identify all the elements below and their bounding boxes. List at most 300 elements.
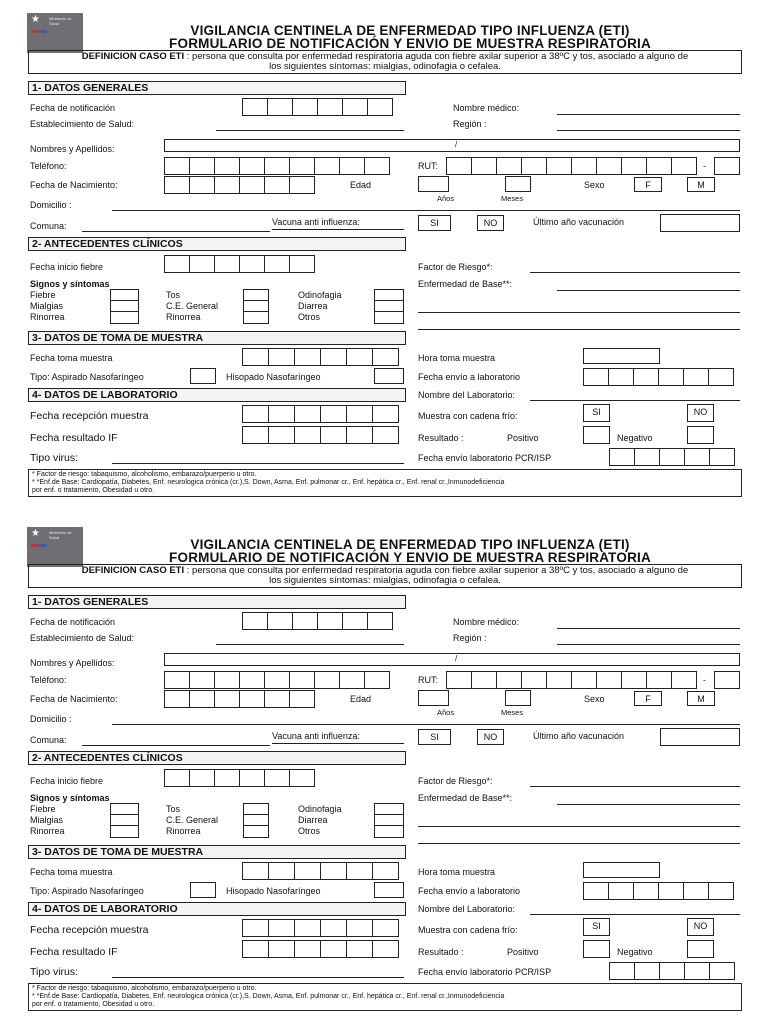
input-cell[interactable]: [659, 448, 685, 466]
enfermedad-base-field-2[interactable]: [418, 312, 740, 313]
ministry-logo: [27, 527, 83, 567]
input-cell[interactable]: [268, 940, 295, 958]
input-cell[interactable]: [671, 671, 697, 689]
input-cell[interactable]: [164, 255, 190, 273]
hora-toma-field[interactable]: [583, 348, 660, 364]
positivo-checkbox[interactable]: [583, 940, 610, 958]
fecha-notificacion-cells[interactable]: [242, 98, 392, 116]
definition-text: : persona que consulta por enfermedad respiratoria aguda con fiebre axilar superior a 38ºC y tos, asociado a alguno de: [186, 51, 689, 62]
input-cell[interactable]: [683, 368, 709, 386]
input-cell[interactable]: [268, 348, 295, 366]
enfermedad-base-field[interactable]: [557, 804, 740, 805]
sexo-f-checkbox[interactable]: F: [634, 177, 662, 192]
input-cell[interactable]: [372, 919, 399, 937]
label-positivo: Positivo: [507, 433, 539, 443]
input-cell[interactable]: [521, 671, 547, 689]
name-separator: /: [455, 140, 458, 149]
input-cell[interactable]: [264, 255, 290, 273]
input-cell[interactable]: [267, 612, 293, 630]
input-cell[interactable]: [659, 962, 685, 980]
input-cell[interactable]: [264, 176, 290, 194]
input-cell[interactable]: [342, 98, 368, 116]
fecha-recepcion-cells[interactable]: [242, 405, 398, 423]
input-cell[interactable]: [242, 98, 268, 116]
input-cell[interactable]: [289, 176, 315, 194]
flag-blue-bar: [39, 30, 47, 33]
input-cell[interactable]: [214, 255, 240, 273]
label-fecha-resultado: Fecha resultado IF: [30, 432, 118, 444]
label-tipo-virus: Tipo virus:: [30, 966, 79, 978]
input-cell[interactable]: [583, 882, 609, 900]
input-cell[interactable]: [264, 690, 290, 708]
rinorrea-2-checkbox[interactable]: [243, 311, 269, 324]
input-cell[interactable]: [346, 426, 373, 444]
label-signos-sintomas: Signos y síntomas: [30, 793, 110, 803]
input-cell[interactable]: [294, 919, 321, 937]
label-edad: Edad: [350, 180, 372, 190]
telefono-cells[interactable]: [164, 671, 389, 689]
nombres-field[interactable]: [164, 653, 740, 666]
input-cell[interactable]: [294, 348, 321, 366]
input-cell[interactable]: [239, 176, 265, 194]
label-cadena-frio: Muestra con cadena frío:: [418, 411, 518, 421]
label-rut: RUT:: [418, 675, 438, 685]
label-hora-toma: Hora toma muestra: [418, 353, 496, 363]
input-cell[interactable]: [292, 612, 318, 630]
nombre-laboratorio-field[interactable]: [530, 400, 740, 401]
label-establecimiento: Establecimiento de Salud:: [30, 633, 135, 643]
label-factor-riesgo: Factor de Riesgo*:: [418, 776, 493, 786]
label-fecha-resultado: Fecha resultado IF: [30, 946, 118, 958]
label-fecha-pcr: Fecha envío laboratorio PCR/ISP: [418, 453, 552, 463]
input-cell[interactable]: [571, 671, 597, 689]
label-fecha-toma: Fecha toma muestra: [30, 353, 113, 363]
input-cell[interactable]: [684, 448, 710, 466]
input-cell[interactable]: [314, 157, 340, 175]
label-resultado: Resultado :: [418, 947, 464, 957]
label-fecha-recepcion: Fecha recepción muestra: [30, 924, 149, 936]
input-cell[interactable]: [546, 157, 572, 175]
input-cell[interactable]: [583, 368, 609, 386]
label-fecha-toma: Fecha toma muestra: [30, 867, 113, 877]
input-cell[interactable]: [294, 862, 321, 880]
flag-red-bar: [31, 544, 39, 547]
vacuna-no-checkbox[interactable]: NO: [477, 729, 504, 745]
input-cell[interactable]: [164, 690, 190, 708]
flag-blue-bar: [39, 544, 47, 547]
input-cell[interactable]: [684, 962, 710, 980]
symptom-rinorrea: Rinorrea: [30, 826, 65, 836]
input-cell[interactable]: [239, 690, 265, 708]
input-cell[interactable]: [609, 962, 635, 980]
input-cell[interactable]: [268, 919, 295, 937]
symptom-tos: Tos: [166, 804, 181, 814]
rut-dv-cell[interactable]: [714, 671, 740, 689]
label-fecha-nacimiento: Fecha de Nacimiento:: [30, 180, 118, 190]
footnote-factor-riesgo: * Factor de riesgo: tabaquismo, alcoholismo, embarazo/puerperio u otro.: [32, 985, 257, 992]
input-cell[interactable]: [189, 157, 215, 175]
input-cell[interactable]: [372, 940, 399, 958]
input-cell[interactable]: [294, 426, 321, 444]
label-cadena-frio: Muestra con cadena frío:: [418, 925, 518, 935]
input-cell[interactable]: [267, 98, 293, 116]
input-cell[interactable]: [339, 671, 365, 689]
ultimo-ano-field[interactable]: [660, 728, 740, 746]
ultimo-ano-field[interactable]: [660, 214, 740, 232]
input-cell[interactable]: [214, 157, 240, 175]
label-nombre-laboratorio: Nombre del Laboratorio:: [418, 904, 516, 914]
rinorrea-2-checkbox[interactable]: [243, 825, 269, 838]
input-cell[interactable]: [364, 671, 390, 689]
label-meses: Meses: [501, 708, 524, 717]
section-antecedentes-clinicos: 2- ANTECEDENTES CLÍNICOS: [28, 751, 406, 765]
positivo-checkbox[interactable]: [583, 426, 610, 444]
factor-riesgo-field[interactable]: [530, 786, 740, 787]
label-negativo: Negativo: [617, 947, 653, 957]
symptom-mialgias: Mialgias: [30, 815, 64, 825]
rinorrea-checkbox[interactable]: [110, 825, 139, 838]
label-nombres: Nombres y Apellidos:: [30, 658, 115, 668]
label-nombre-medico: Nombre médico:: [453, 103, 520, 113]
input-cell[interactable]: [242, 940, 269, 958]
section-antecedentes-clinicos: 2- ANTECEDENTES CLÍNICOS: [28, 237, 406, 251]
fecha-nacimiento-cells[interactable]: [164, 176, 314, 194]
input-cell[interactable]: [608, 882, 634, 900]
input-cell[interactable]: [264, 671, 290, 689]
input-cell[interactable]: [268, 426, 295, 444]
input-cell[interactable]: [709, 962, 735, 980]
telefono-cells[interactable]: [164, 157, 389, 175]
label-signos-sintomas: Signos y síntomas: [30, 279, 110, 289]
rinorrea-checkbox[interactable]: [110, 311, 139, 324]
input-cell[interactable]: [372, 405, 399, 423]
rut-cells[interactable]: [446, 157, 696, 175]
input-cell[interactable]: [621, 671, 647, 689]
input-cell[interactable]: [289, 157, 315, 175]
fecha-nacimiento-cells[interactable]: [164, 690, 314, 708]
label-domicilio: Domicilio :: [30, 714, 72, 724]
otros-checkbox[interactable]: [374, 825, 404, 838]
input-cell[interactable]: [268, 405, 295, 423]
domicilio-field[interactable]: [112, 210, 740, 211]
input-cell[interactable]: [242, 862, 269, 880]
input-cell[interactable]: [446, 157, 472, 175]
label-vacuna: Vacuna anti influenza:: [272, 217, 360, 227]
input-cell[interactable]: [346, 919, 373, 937]
symptom-otros: Otros: [298, 826, 321, 836]
label-factor-riesgo: Factor de Riesgo*:: [418, 262, 493, 272]
label-enfermedad-base: Enfermedad de Base**:: [418, 279, 513, 289]
form-title: VIGILANCIA CENTINELA DE ENFERMEDAD TIPO INFLUENZA (ETI): [190, 23, 630, 38]
fecha-envio-cells[interactable]: [583, 882, 733, 900]
label-region: Región :: [453, 119, 487, 129]
definition-text-2: los siguientes síntomas: mialgias, odinofagia o cefalea.: [269, 61, 501, 72]
input-cell[interactable]: [633, 368, 659, 386]
negativo-checkbox[interactable]: [687, 940, 714, 958]
input-cell[interactable]: [239, 157, 265, 175]
input-cell[interactable]: [372, 348, 399, 366]
input-cell[interactable]: [346, 348, 373, 366]
input-cell[interactable]: [346, 405, 373, 423]
input-cell[interactable]: [621, 157, 647, 175]
input-cell[interactable]: [372, 862, 399, 880]
factor-riesgo-field[interactable]: [530, 272, 740, 273]
label-sexo: Sexo: [584, 180, 605, 190]
input-cell[interactable]: [496, 671, 522, 689]
input-cell[interactable]: [658, 882, 684, 900]
comuna-field[interactable]: [82, 745, 270, 746]
hisopado-checkbox[interactable]: [374, 882, 404, 898]
input-cell[interactable]: [242, 348, 269, 366]
input-cell[interactable]: [189, 690, 215, 708]
input-cell[interactable]: [521, 157, 547, 175]
input-cell[interactable]: [189, 255, 215, 273]
input-cell[interactable]: [189, 176, 215, 194]
input-cell[interactable]: [242, 612, 268, 630]
label-ultimo-ano: Último año vacunación: [533, 731, 625, 741]
input-cell[interactable]: [634, 448, 660, 466]
cadena-frio-no-checkbox[interactable]: NO: [687, 404, 714, 422]
input-cell[interactable]: [189, 769, 215, 787]
negativo-checkbox[interactable]: [687, 426, 714, 444]
label-nombres: Nombres y Apellidos:: [30, 144, 115, 154]
input-cell[interactable]: [633, 882, 659, 900]
input-cell[interactable]: [446, 671, 472, 689]
label-positivo: Positivo: [507, 947, 539, 957]
edad-meses-box[interactable]: [505, 690, 531, 706]
fecha-pcr-cells[interactable]: [609, 962, 734, 980]
rut-dv-cell[interactable]: [714, 157, 740, 175]
edad-meses-box[interactable]: [505, 176, 531, 192]
enfermedad-base-field-3[interactable]: [418, 843, 740, 844]
input-cell[interactable]: [596, 157, 622, 175]
hora-toma-field[interactable]: [583, 862, 660, 878]
label-comuna: Comuna:: [30, 221, 67, 231]
input-cell[interactable]: [339, 157, 365, 175]
label-meses: Meses: [501, 194, 524, 203]
vacuna-no-checkbox[interactable]: NO: [477, 215, 504, 231]
input-cell[interactable]: [346, 940, 373, 958]
symptom-rinorrea-2: Rinorrea: [166, 826, 201, 836]
input-cell[interactable]: [292, 98, 318, 116]
label-establecimiento: Establecimiento de Salud:: [30, 119, 135, 129]
input-cell[interactable]: [289, 690, 315, 708]
eti-notification-form-2: [0, 520, 768, 1020]
input-cell[interactable]: [294, 940, 321, 958]
input-cell[interactable]: [346, 862, 373, 880]
sexo-m-checkbox[interactable]: M: [687, 691, 715, 706]
input-cell[interactable]: [320, 348, 347, 366]
input-cell[interactable]: [708, 368, 734, 386]
symptom-fiebre: Fiebre: [30, 804, 56, 814]
input-cell[interactable]: [294, 405, 321, 423]
rut-dash: -: [703, 675, 706, 685]
input-cell[interactable]: [367, 98, 393, 116]
label-fecha-notificacion: Fecha de notificación: [30, 103, 116, 113]
input-cell[interactable]: [496, 157, 522, 175]
input-cell[interactable]: [364, 157, 390, 175]
nombre-medico-field[interactable]: [557, 114, 740, 115]
label-enfermedad-base: Enfermedad de Base**:: [418, 793, 513, 803]
aspirado-checkbox[interactable]: [190, 882, 216, 898]
input-cell[interactable]: [289, 671, 315, 689]
input-cell[interactable]: [164, 176, 190, 194]
footnote-enfermedad-base-cont: por enf. o tratamiento, Obesidad u otro.: [32, 487, 155, 494]
vacuna-si-checkbox[interactable]: SI: [418, 729, 451, 745]
symptom-otros: Otros: [298, 312, 321, 322]
nombres-field[interactable]: [164, 139, 740, 152]
input-cell[interactable]: [608, 368, 634, 386]
input-cell[interactable]: [214, 671, 240, 689]
form-title: VIGILANCIA CENTINELA DE ENFERMEDAD TIPO INFLUENZA (ETI): [190, 537, 630, 552]
fecha-fiebre-cells[interactable]: [164, 255, 314, 273]
input-cell[interactable]: [320, 405, 347, 423]
input-cell[interactable]: [239, 671, 265, 689]
cadena-frio-si-checkbox[interactable]: SI: [583, 404, 610, 422]
input-cell[interactable]: [320, 426, 347, 444]
input-cell[interactable]: [239, 255, 265, 273]
rut-dash: -: [703, 161, 706, 171]
edad-anos-box[interactable]: [418, 176, 449, 192]
logo-text: Ministerio de Salud: [49, 16, 72, 26]
section-datos-generales: 1- DATOS GENERALES: [28, 81, 406, 95]
nombre-medico-field[interactable]: [557, 628, 740, 629]
definition-text: : persona que consulta por enfermedad respiratoria aguda con fiebre axilar superior a 38ºC y tos, asociado a alguno de: [186, 565, 689, 576]
input-cell[interactable]: [164, 769, 190, 787]
input-cell[interactable]: [317, 612, 343, 630]
input-cell[interactable]: [320, 940, 347, 958]
fecha-resultado-cells[interactable]: [242, 940, 398, 958]
enfermedad-base-field[interactable]: [557, 290, 740, 291]
label-hora-toma: Hora toma muestra: [418, 867, 496, 877]
symptom-ce-general: C.E. General: [166, 301, 219, 311]
input-cell[interactable]: [634, 962, 660, 980]
form-subtitle: FORMULARIO DE NOTIFICACIÓN Y ENVIO DE MUESTRA RESPIRATORIA: [169, 36, 651, 51]
fecha-toma-cells[interactable]: [242, 862, 398, 880]
region-field[interactable]: [557, 644, 740, 645]
input-cell[interactable]: [289, 769, 315, 787]
input-cell[interactable]: [671, 157, 697, 175]
sexo-f-checkbox[interactable]: F: [634, 691, 662, 706]
fecha-toma-cells[interactable]: [242, 348, 398, 366]
input-cell[interactable]: [658, 368, 684, 386]
establecimiento-field[interactable]: [216, 644, 404, 645]
input-cell[interactable]: [342, 612, 368, 630]
input-cell[interactable]: [546, 671, 572, 689]
edad-anos-box[interactable]: [418, 690, 449, 706]
fecha-notificacion-cells[interactable]: [242, 612, 392, 630]
vacuna-si-checkbox[interactable]: SI: [418, 215, 451, 231]
comuna-field[interactable]: [82, 231, 270, 232]
input-cell[interactable]: [571, 157, 597, 175]
section-toma-muestra: 3- DATOS DE TOMA DE MUESTRA: [28, 331, 406, 345]
hisopado-checkbox[interactable]: [374, 368, 404, 384]
tipo-virus-field[interactable]: [112, 463, 404, 464]
input-cell[interactable]: [367, 612, 393, 630]
label-tipo-virus: Tipo virus:: [30, 452, 79, 464]
sexo-m-checkbox[interactable]: M: [687, 177, 715, 192]
section-toma-muestra: 3- DATOS DE TOMA DE MUESTRA: [28, 845, 406, 859]
otros-checkbox[interactable]: [374, 311, 404, 324]
symptom-ce-general: C.E. General: [166, 815, 219, 825]
input-cell[interactable]: [264, 769, 290, 787]
vacuna-underline: [272, 743, 404, 744]
cadena-frio-si-checkbox[interactable]: SI: [583, 918, 610, 936]
rut-cells[interactable]: [446, 671, 696, 689]
input-cell[interactable]: [214, 176, 240, 194]
label-rut: RUT:: [418, 161, 438, 171]
label-fecha-inicio-fiebre: Fecha inicio fiebre: [30, 776, 104, 786]
input-cell[interactable]: [314, 671, 340, 689]
symptom-rinorrea-2: Rinorrea: [166, 312, 201, 322]
input-cell[interactable]: [708, 882, 734, 900]
input-cell[interactable]: [289, 255, 315, 273]
input-cell[interactable]: [239, 769, 265, 787]
tipo-virus-field[interactable]: [112, 977, 404, 978]
input-cell[interactable]: [596, 671, 622, 689]
input-cell[interactable]: [646, 157, 672, 175]
input-cell[interactable]: [320, 919, 347, 937]
nombre-laboratorio-field[interactable]: [530, 914, 740, 915]
label-fecha-envio: Fecha envío a laboratorio: [418, 886, 521, 896]
input-cell[interactable]: [214, 690, 240, 708]
establecimiento-field[interactable]: [216, 130, 404, 131]
fecha-resultado-cells[interactable]: [242, 426, 398, 444]
label-telefono: Teléfono:: [30, 675, 67, 685]
input-cell[interactable]: [320, 862, 347, 880]
fecha-envio-cells[interactable]: [583, 368, 733, 386]
input-cell[interactable]: [683, 882, 709, 900]
aspirado-checkbox[interactable]: [190, 368, 216, 384]
label-fecha-envio: Fecha envío a laboratorio: [418, 372, 521, 382]
input-cell[interactable]: [242, 405, 269, 423]
input-cell[interactable]: [214, 769, 240, 787]
ministry-logo: [27, 13, 83, 53]
input-cell[interactable]: [471, 157, 497, 175]
name-separator: /: [455, 654, 458, 663]
label-telefono: Teléfono:: [30, 161, 67, 171]
label-anos: Años: [437, 708, 455, 717]
flag-red-bar: [31, 30, 39, 33]
input-cell[interactable]: [471, 671, 497, 689]
star-icon: ★: [31, 14, 40, 25]
label-domicilio: Domicilio :: [30, 200, 72, 210]
input-cell[interactable]: [609, 448, 635, 466]
input-cell[interactable]: [372, 426, 399, 444]
input-cell[interactable]: [164, 671, 190, 689]
fecha-fiebre-cells[interactable]: [164, 769, 314, 787]
input-cell[interactable]: [317, 98, 343, 116]
form-subtitle: FORMULARIO DE NOTIFICACIÓN Y ENVIO DE MUESTRA RESPIRATORIA: [169, 550, 651, 565]
footnotes: [28, 983, 742, 1011]
input-cell[interactable]: [646, 671, 672, 689]
enfermedad-base-field-3[interactable]: [418, 329, 740, 330]
domicilio-field[interactable]: [112, 724, 740, 725]
region-field[interactable]: [557, 130, 740, 131]
input-cell[interactable]: [709, 448, 735, 466]
input-cell[interactable]: [164, 157, 190, 175]
vacuna-underline: [272, 229, 404, 230]
input-cell[interactable]: [264, 157, 290, 175]
fecha-pcr-cells[interactable]: [609, 448, 734, 466]
fecha-recepcion-cells[interactable]: [242, 919, 398, 937]
input-cell[interactable]: [189, 671, 215, 689]
input-cell[interactable]: [268, 862, 295, 880]
input-cell[interactable]: [242, 426, 269, 444]
input-cell[interactable]: [242, 919, 269, 937]
enfermedad-base-field-2[interactable]: [418, 826, 740, 827]
cadena-frio-no-checkbox[interactable]: NO: [687, 918, 714, 936]
